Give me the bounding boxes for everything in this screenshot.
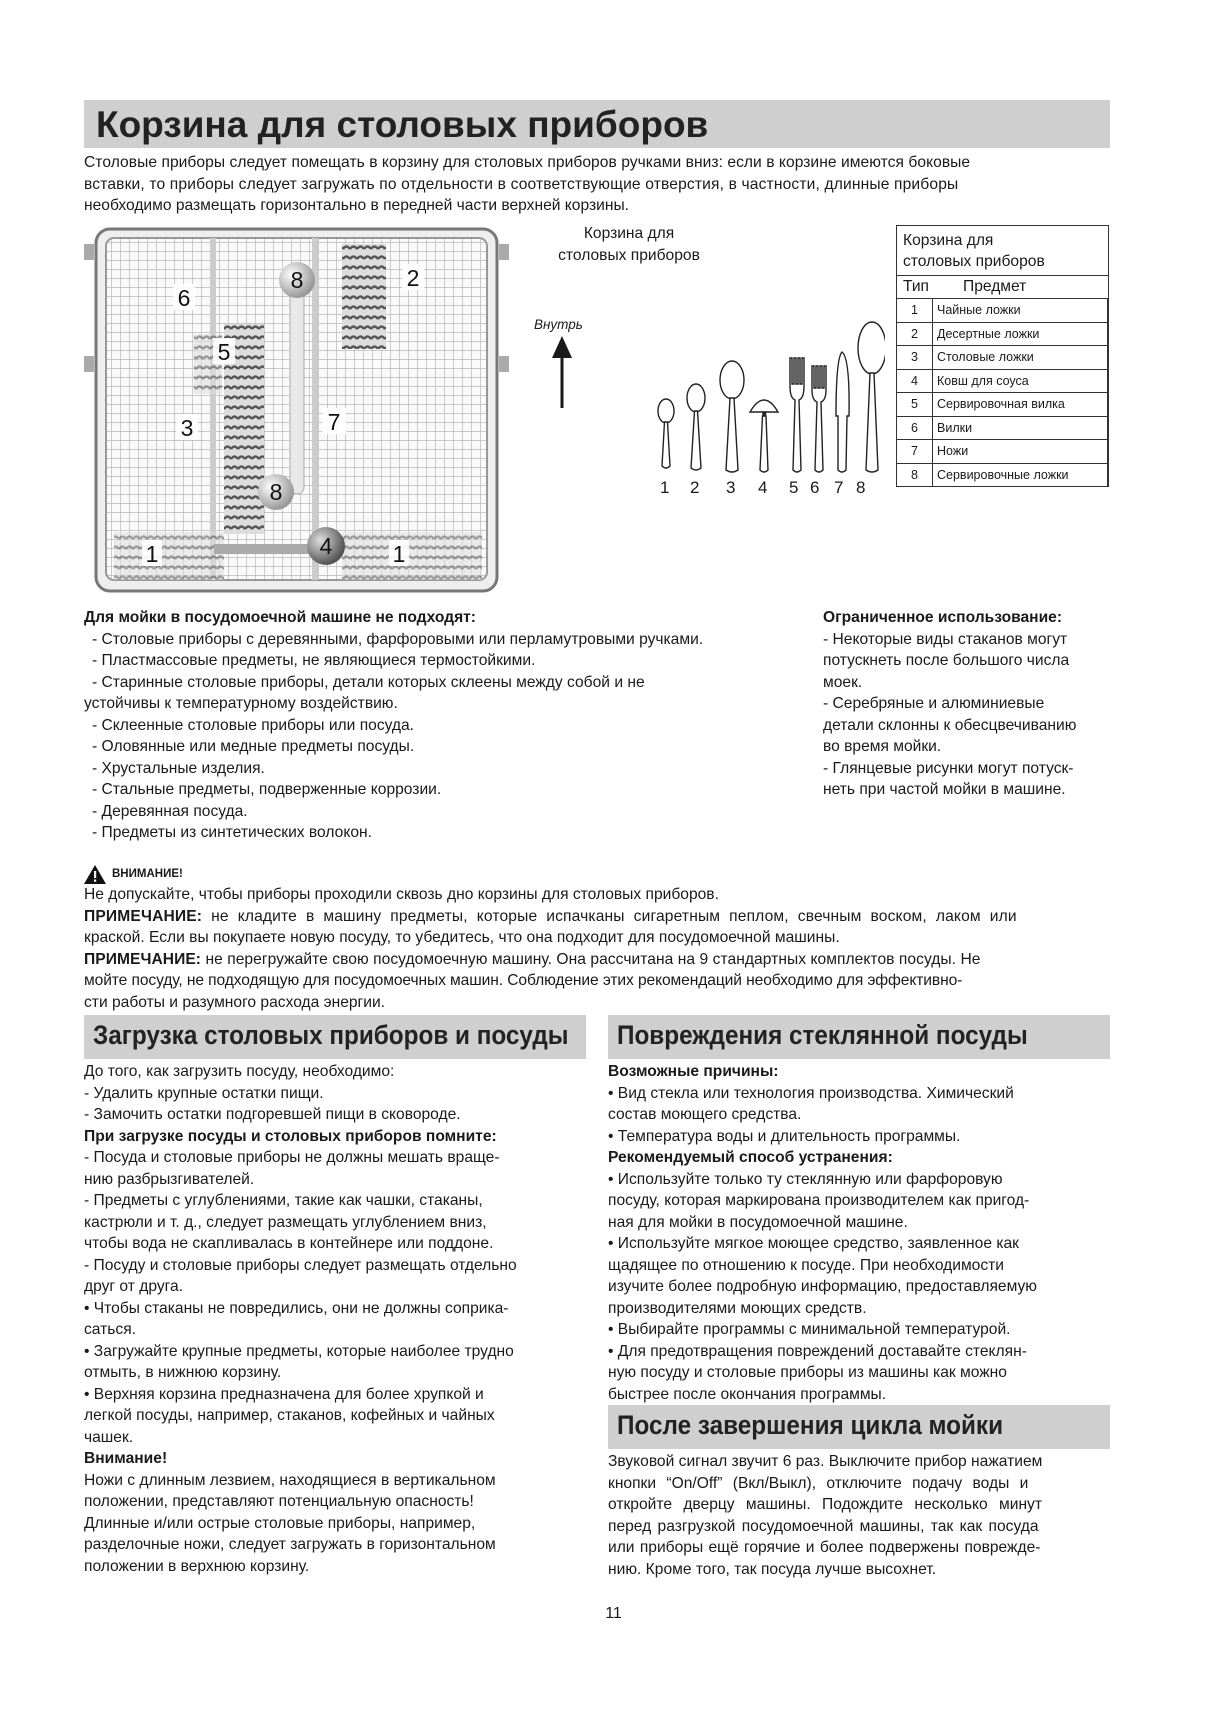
basket-label: 6 <box>177 285 191 311</box>
glass-line: щадящее по отношению к посуде. При необходимости <box>608 1256 1004 1274</box>
unsuitable-heading: Для мойки в посудомоечной машине не подходят: <box>84 609 476 626</box>
limited-line: моек. <box>823 673 863 691</box>
note-label: ПРИМЕЧАНИЕ: <box>84 907 203 925</box>
loading-line: положении в верхнюю корзину. <box>84 1557 310 1575</box>
legend-item: Десертные ложки <box>933 322 1108 346</box>
loading-line: До того, как загрузить посуду, необходимо: <box>84 1063 395 1080</box>
legend-col-item: Предмет <box>963 278 1027 295</box>
unsuitable-item: - Пластмассовые предметы, не являющиеся термостойкими. <box>92 652 536 669</box>
loading-line: чашек. <box>84 1428 134 1446</box>
cutlery-number: 5 <box>789 478 799 497</box>
warning-label: ВНИМАНИЕ! <box>112 868 183 880</box>
loading-line: чтобы вода не скапливалась в контейнере или поддоне. <box>84 1235 494 1252</box>
cutlery-number: 8 <box>856 478 866 497</box>
basket-label: 1 <box>392 541 406 567</box>
note-text: не кладите в машину предметы, которые испачканы сигаретным пеплом, свечным воском, лаком или <box>211 907 1017 925</box>
after-line: нию. Кроме того, так посуда лучше высохнет. <box>608 1560 937 1578</box>
legend-row <box>897 322 1108 346</box>
legend-item: Ножи <box>933 440 1108 464</box>
inward-arrow-icon <box>552 336 572 408</box>
glass-line: посуду, которая маркирована производителем как пригод- <box>608 1192 1030 1209</box>
glass-line: Рекомендуемый способ устранения: <box>608 1149 893 1166</box>
unsuitable-item: - Столовые приборы с деревянными, фарфоровыми или перламутровыми ручками. <box>92 630 704 648</box>
glass-line: • Используйте только ту стеклянную или фарфоровую <box>608 1170 1003 1188</box>
loading-line: - Предметы с углублениями, такие как чашки, стаканы, <box>84 1192 483 1209</box>
loading-section <box>84 1061 594 1577</box>
legend-type: 1 <box>897 299 933 323</box>
limited-line: детали склонны к обесцвечиванию <box>823 716 1077 734</box>
legend-type: 2 <box>897 322 933 346</box>
loading-line: - Посуду и столовые приборы следует размещать отдельно <box>84 1256 517 1274</box>
legend-item: Чайные ложки <box>933 299 1108 323</box>
after-section <box>608 1451 1110 1580</box>
unsuitable-item: - Стальные предметы, подверженные коррозии. <box>92 781 442 798</box>
after-line: откройте дверцу машины. Подождите несколько минут <box>608 1496 1042 1513</box>
warning-icon <box>84 865 106 884</box>
legend-type: 5 <box>897 393 933 417</box>
glass-line: • Выбирайте программы с минимальной температурой. <box>608 1321 1011 1338</box>
basket-label: 7 <box>327 409 341 435</box>
after-line: перед разгрузкой посудомоечной машины, так как посуда <box>608 1517 1039 1535</box>
intro-line: необходимо размещать горизонтально в передней части верхней корзины. <box>84 197 629 214</box>
warning-block <box>84 864 1110 1013</box>
legend-item: Ковш для соуса <box>933 369 1108 393</box>
legend-type: 8 <box>897 463 933 487</box>
limited-line: потускнеть после большого числа <box>823 652 1070 669</box>
unsuitable-item: устойчивы к температурному воздействию. <box>84 695 398 712</box>
legend-item: Вилки <box>933 416 1108 440</box>
after-heading: После завершения цикла мойки <box>617 1410 1004 1440</box>
legend-title-line: столовых приборов <box>903 253 1045 270</box>
limited-heading: Ограниченное использование: <box>823 609 1063 626</box>
note-line: краской. Если вы покупаете новую посуду, то убедитесь, что она подходит для посудомоечной машины. <box>84 929 840 946</box>
loading-line: нию разбрызгивателей. <box>84 1170 255 1188</box>
loading-line: • Верхняя корзина предназначена для более хрупкой и <box>84 1385 484 1403</box>
legend-item: Столовые ложки <box>933 346 1108 370</box>
loading-line: • Загружайте крупные предметы, которые наиболее трудно <box>84 1342 514 1360</box>
glass-heading-bar <box>608 1015 1110 1059</box>
loading-line: • Чтобы стаканы не повредились, они не должны соприка- <box>84 1299 509 1317</box>
legend-row <box>897 463 1108 487</box>
basket-label: 8 <box>290 267 304 293</box>
cutlery-number: 3 <box>726 478 736 497</box>
note-line: сти работы и разумного расхода энергии. <box>84 993 385 1011</box>
glass-line: производителями моющих средств. <box>608 1299 867 1317</box>
unsuitable-item: - Старинные столовые приборы, детали которых склеены между собой и не <box>92 673 645 691</box>
cutlery-number: 2 <box>690 478 700 497</box>
basket-label: 1 <box>145 541 159 567</box>
cutlery-number: 4 <box>758 478 768 497</box>
limited-section <box>823 607 1118 801</box>
glass-line: • Вид стекла или технология производства. Химический <box>608 1084 1014 1102</box>
glass-section <box>608 1061 1118 1405</box>
unsuitable-item: - Предметы из синтетических волокон. <box>92 824 372 841</box>
legend-row <box>897 393 1108 417</box>
loading-heading-bar <box>84 1015 586 1059</box>
note-text: не перегружайте свою посудомоечную машину. Она рассчитана на 9 стандартных комплектов посуды. Не <box>205 950 981 968</box>
cutlery-number: 7 <box>834 478 844 497</box>
intro-line: вставки, то приборы следует загружать по отдельности в соответствующие отверстия, в частности, длинные приборы <box>84 175 959 193</box>
loading-heading: Загрузка столовых приборов и посуды <box>93 1020 569 1050</box>
loading-line: Ножи с длинным лезвием, находящиеся в вертикальном <box>84 1471 496 1489</box>
limited-line: неть при частой мойки в машине. <box>823 781 1066 798</box>
page-number: 11 <box>605 1605 622 1622</box>
note-label: ПРИМЕЧАНИЕ: <box>84 950 202 968</box>
basket-caption-line: столовых приборов <box>558 247 700 264</box>
loading-line: При загрузке посуды и столовых приборов помните: <box>84 1127 497 1145</box>
legend-row <box>897 299 1108 323</box>
limited-line: - Глянцевые рисунки могут потуск- <box>823 759 1074 777</box>
title-bar <box>84 100 1110 148</box>
loading-line: саться. <box>84 1321 136 1338</box>
cutlery-number: 1 <box>660 478 670 497</box>
basket-label: 3 <box>180 415 194 441</box>
legend-type: 7 <box>897 440 933 464</box>
intro-paragraph <box>84 152 1110 217</box>
after-line: или приборы ещё горячие и более подвержены поврежде- <box>608 1539 1041 1556</box>
limited-line: во время мойки. <box>823 738 942 755</box>
after-line: Звуковой сигнал звучит 6 раз. Выключите прибор нажатием <box>608 1453 1043 1470</box>
legend-row <box>897 346 1108 370</box>
basket-label: 5 <box>217 339 231 365</box>
legend-table <box>896 298 1108 487</box>
loading-line: кастрюли и т. д., следует размещать углублением вниз, <box>84 1213 487 1231</box>
loading-line: друг от друга. <box>84 1278 183 1295</box>
warning-text: Не допускайте, чтобы приборы проходили сквозь дно корзины для столовых приборов. <box>84 886 719 903</box>
glass-line: ную посуду и столовые приборы из машины как можно <box>608 1364 1007 1381</box>
basket-label: 2 <box>406 265 420 291</box>
limited-line: - Серебряные и алюминиевые <box>823 695 1045 712</box>
loading-line: разделочные ножи, следует загружать в горизонтальном <box>84 1536 496 1553</box>
legend-col-type: Тип <box>903 278 929 295</box>
unsuitable-item: - Склеенные столовые приборы или посуда. <box>92 716 414 734</box>
legend-type: 3 <box>897 346 933 370</box>
legend-item: Сервировочная вилка <box>933 393 1108 417</box>
glass-line: • Используйте мягкое моющее средство, заявленное как <box>608 1235 1020 1252</box>
after-line: кнопки “On/Off” (Вкл/Выкл), отключите подачу воды и <box>608 1474 1029 1492</box>
legend-type: 6 <box>897 416 933 440</box>
cutlery-legend <box>896 225 1109 487</box>
glass-line: состав моющего средства. <box>608 1106 802 1123</box>
loading-line: Длинные и/или острые столовые приборы, например, <box>84 1514 476 1532</box>
unsuitable-section <box>84 607 804 844</box>
loading-line: - Удалить крупные остатки пищи. <box>84 1084 324 1102</box>
glass-line: изучите более подробную информацию, предоставляемую <box>608 1278 1037 1295</box>
basket-caption <box>534 223 724 267</box>
unsuitable-item: - Оловянные или медные предметы посуды. <box>92 738 415 755</box>
page-title: Корзина для столовых приборов <box>96 104 709 145</box>
inward-label: Внутрь <box>534 317 583 332</box>
cutlery-types-illustration <box>650 318 885 478</box>
loading-line: Внимание! <box>84 1450 168 1467</box>
note-line: мойте посуду, не подходящую для посудомоечных машин. Соблюдение этих рекомендаций необходимо для эффективно- <box>84 972 963 989</box>
unsuitable-item: - Деревянная посуда. <box>92 802 248 820</box>
loading-line: - Замочить остатки подгоревшей пищи в сковороде. <box>84 1106 461 1123</box>
glass-line: Возможные причины: <box>608 1063 779 1080</box>
note-line <box>84 906 1110 928</box>
legend-row <box>897 416 1108 440</box>
loading-line: отмыть, в нижнюю корзину. <box>84 1364 282 1381</box>
intro-line: Столовые приборы следует помещать в корзину для столовых приборов ручками вниз: если в корзине имеются боковые <box>84 154 971 171</box>
glass-heading: Повреждения стеклянной посуды <box>617 1020 1028 1050</box>
legend-row <box>897 369 1108 393</box>
loading-line: - Посуда и столовые приборы не должны мешать враще- <box>84 1149 500 1166</box>
glass-line: • Температура воды и длительность программы. <box>608 1127 961 1145</box>
loading-line: положении, представляют потенциальную опасность! <box>84 1493 474 1510</box>
after-heading-bar <box>608 1405 1110 1449</box>
glass-line: быстрее после окончания программы. <box>608 1385 887 1403</box>
legend-type: 4 <box>897 369 933 393</box>
legend-title-line: Корзина для <box>903 232 994 249</box>
note-line <box>84 949 1110 971</box>
cutlery-basket-illustration <box>84 224 509 599</box>
cutlery-number: 6 <box>810 478 820 497</box>
glass-line: • Для предотвращения повреждений доставайте стеклян- <box>608 1342 1027 1360</box>
basket-label: 8 <box>269 479 283 505</box>
legend-item: Сервировочные ложки <box>933 463 1108 487</box>
basket-label: 4 <box>319 533 333 559</box>
loading-line: легкой посуды, например, стаканов, кофейных и чайных <box>84 1407 495 1424</box>
basket-caption-line: Корзина для <box>583 225 675 242</box>
unsuitable-item: - Хрустальные изделия. <box>92 759 265 777</box>
glass-line: ная для мойки в посудомоечной машине. <box>608 1213 908 1231</box>
legend-row <box>897 440 1108 464</box>
limited-line: - Некоторые виды стаканов могут <box>823 630 1068 648</box>
